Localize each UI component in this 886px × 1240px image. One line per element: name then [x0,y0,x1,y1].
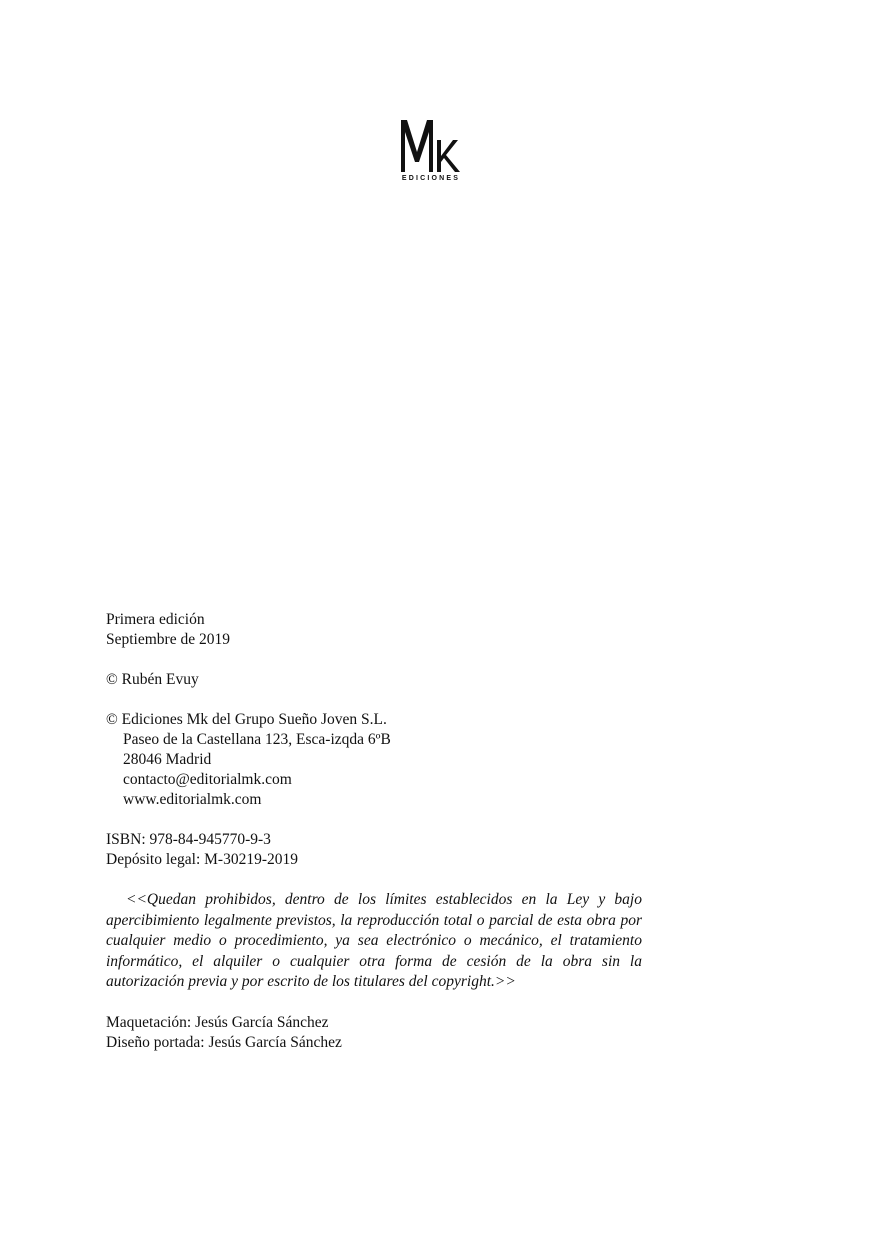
publisher-logo [398,118,464,188]
copyright-page-content [106,610,642,1053]
publisher-address: Paseo de la Castellana 123, Esca-izqda 6ºB [123,731,391,748]
mk-logo-mark [398,118,464,174]
publisher-city: 28046 Madrid [123,751,212,768]
isbn: ISBN: 978-84-945770-9-3 [106,831,271,848]
legal-deposit: Depósito legal: M-30219-2019 [106,851,299,868]
publisher-email: contacto@editorialmk.com [123,771,292,788]
legal-notice: <<Quedan prohibidos, dentro de los límites establecidos en la Ley y bajo apercibimiento legalmente previstos, la reproducción total o parcial de esta obra por cualquier medio o procedimiento, ya sea electrónico o mecánico, el tratamiento informático, el alquiler o cualquier otra forma de cesión de la obra sin la autorización previa y por escrito de los titulares del copyright.>> [106,891,642,990]
logo-subtitle: EDICIONES [401,175,461,182]
author-copyright: © Rubén Evuy [106,671,199,688]
publisher-copyright: © Ediciones Mk del Grupo Sueño Joven S.L. [106,711,387,728]
cover-design-credit: Diseño portada: Jesús García Sánchez [106,1033,342,1051]
first-edition: Primera edición [106,611,205,628]
publisher-website: www.editorialmk.com [123,791,262,808]
layout-credit: Maquetación: Jesús García Sánchez [106,1013,329,1031]
edition-date: Septiembre de 2019 [106,631,230,648]
